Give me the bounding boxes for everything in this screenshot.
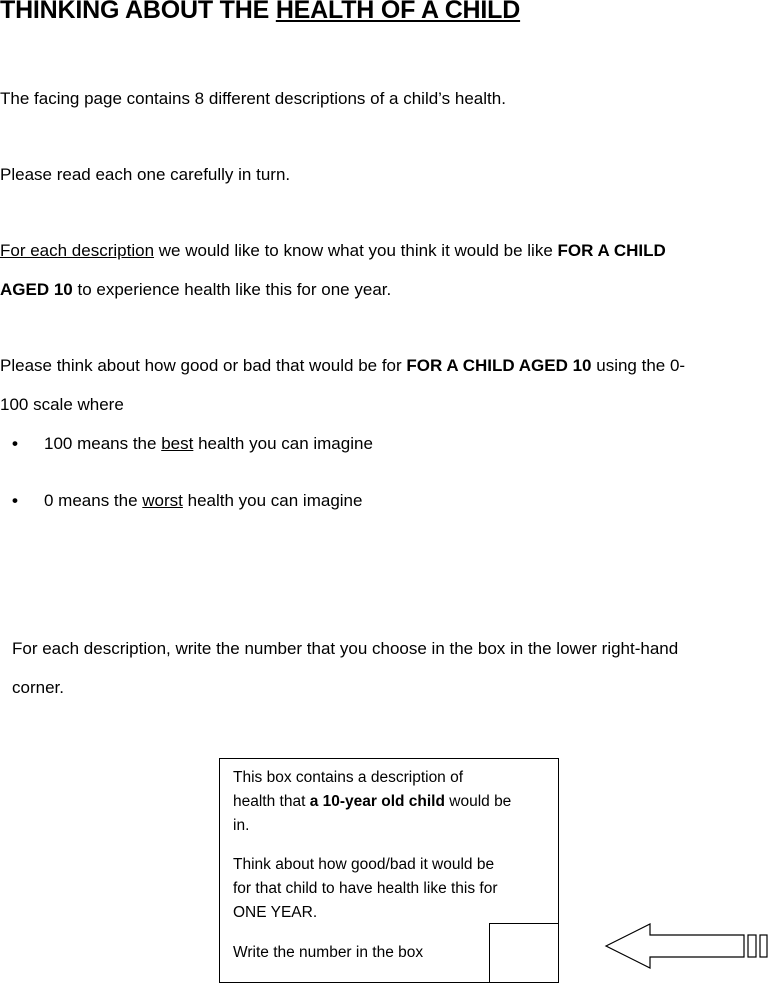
- bullet-best-under: best: [161, 434, 194, 453]
- bullet-dot: •: [12, 491, 18, 510]
- bullet-best-pre: 100 means the: [44, 434, 162, 453]
- for-each-end: to experience health like this for one year.: [72, 280, 392, 299]
- read-instruction: Please read each one carefully in turn.: [0, 165, 291, 184]
- box-p1-line-3: in.: [233, 817, 250, 834]
- left-arrow-icon: [603, 922, 773, 970]
- box-p1-line-2-pre: health that: [233, 793, 310, 810]
- bullet-worst: [12, 490, 362, 512]
- page-title: [0, 0, 520, 25]
- answer-box[interactable]: [489, 923, 559, 983]
- for-each-paragraph-line-1: [0, 231, 666, 270]
- for-each-underlined: For each description: [0, 241, 155, 260]
- box-p1-line-2: [233, 792, 511, 812]
- title-part-1: THINKING ABOUT THE: [0, 0, 276, 24]
- box-p2-line-1: Think about how good/bad it would be: [233, 856, 495, 873]
- bullet-best: [12, 433, 373, 455]
- scale-bold: FOR A CHILD AGED 10: [406, 356, 592, 375]
- scale-end: using the 0-: [591, 356, 686, 375]
- bullet-best-post: health you can imagine: [193, 434, 373, 453]
- scale-paragraph-line-1: [0, 346, 685, 385]
- title-part-2: HEALTH OF A CHILD: [275, 0, 521, 24]
- box-p3: Write the number in the box: [233, 944, 424, 961]
- for-each-mid: we would like to know what you think it would be like: [154, 241, 558, 260]
- box-p2-line-3: ONE YEAR.: [233, 904, 318, 921]
- write-instruction-line-2: corner.: [12, 678, 64, 697]
- bullet-worst-under: worst: [142, 491, 183, 510]
- box-p2-line-2: for that child to have health like this for: [233, 880, 498, 897]
- write-instruction-line-1: For each description, write the number that you choose in the box in the lower right-hand: [12, 639, 679, 658]
- scale-paragraph-line-2: 100 scale where: [0, 395, 124, 414]
- box-p1-line-1: This box contains a description of: [233, 769, 464, 786]
- bullet-worst-pre: 0 means the: [44, 491, 143, 510]
- for-each-bold-1: FOR A CHILD: [557, 241, 666, 260]
- box-p1-line-2-bold: a 10-year old child: [309, 793, 445, 810]
- box-p1-line-2-post: would be: [444, 793, 512, 810]
- intro-paragraph: The facing page contains 8 different descriptions of a child’s health.: [0, 89, 506, 108]
- for-each-bold-2: AGED 10: [0, 280, 73, 299]
- scale-start: Please think about how good or bad that would be for: [0, 356, 407, 375]
- for-each-paragraph-line-2: [0, 270, 391, 309]
- example-description-box: [219, 758, 559, 983]
- bullet-dot: •: [12, 434, 18, 453]
- bullet-worst-post: health you can imagine: [182, 491, 363, 510]
